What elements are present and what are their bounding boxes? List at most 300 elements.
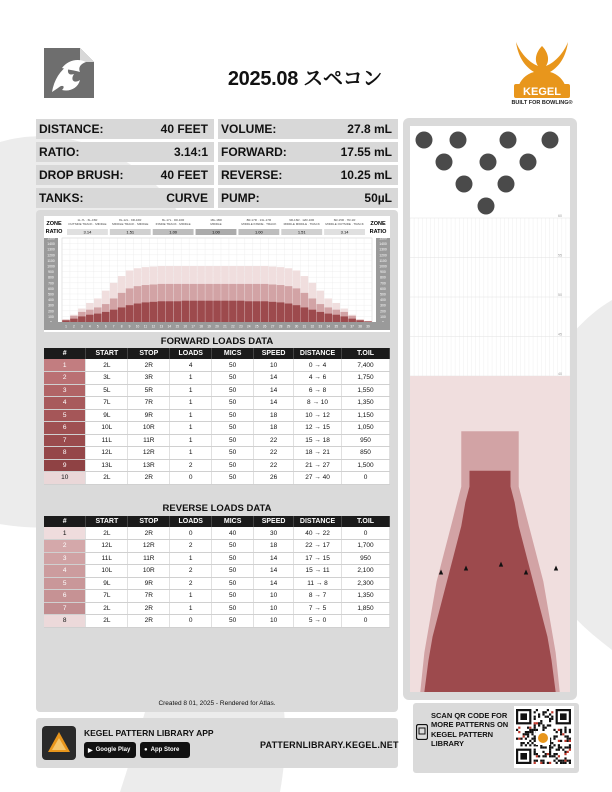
- table-cell: 1: [170, 372, 212, 385]
- spec-left-2: [36, 165, 214, 185]
- table-cell: 850: [342, 447, 390, 460]
- board-number: 8: [120, 324, 123, 329]
- zone-segment-label: 18L-18R: [210, 218, 222, 222]
- board-number: 5: [96, 324, 99, 329]
- table-cell: 18 → 21: [294, 447, 342, 460]
- oil-graph-svg: [44, 216, 390, 332]
- oil-bar-layer-2: [269, 302, 277, 322]
- load-number: 4: [44, 565, 86, 578]
- kegel-wordmark: KEGEL: [523, 86, 561, 98]
- table-cell: 11L: [86, 552, 128, 565]
- y-tick-left: 1400: [47, 242, 55, 247]
- y-tick-right: 600: [380, 286, 386, 291]
- y-tick-left: 100: [48, 314, 54, 319]
- oil-bar-layer-2: [229, 301, 237, 322]
- table-cell: 1,500: [342, 459, 390, 472]
- zone-segment-label: 8L-17L · 9R-16R: [162, 218, 185, 222]
- table-cell: 1: [170, 590, 212, 603]
- table-cell: 1: [170, 409, 212, 422]
- table-cell: 50: [212, 434, 254, 447]
- spec-value: CURVE: [166, 191, 208, 205]
- board-number: 39: [366, 324, 370, 329]
- load-number: 8: [44, 615, 86, 628]
- app-store-badge[interactable]: [140, 742, 190, 758]
- board-number: 2: [73, 324, 75, 329]
- spec-left-3: [36, 188, 214, 208]
- library-url[interactable]: PATTERNLIBRARY.KEGEL.NET: [260, 740, 399, 750]
- table-cell: 9R: [128, 577, 170, 590]
- spec-value: 40 FEET: [160, 122, 208, 136]
- y-tick-right: 900: [380, 270, 386, 275]
- table-cell: 1: [170, 552, 212, 565]
- oil-bar-layer-2: [78, 316, 86, 322]
- oil-bar-layer-2: [62, 320, 70, 322]
- spec-label: FORWARD:: [221, 145, 287, 159]
- oil-graph: [44, 216, 390, 332]
- oil-bar-layer-2: [245, 301, 253, 322]
- table-cell: 50: [212, 552, 254, 565]
- table-row: [44, 459, 390, 472]
- oil-bar-layer-2: [126, 305, 134, 322]
- spec-label: PUMP:: [221, 191, 260, 205]
- table-cell: 18: [254, 409, 294, 422]
- load-number: 9: [44, 459, 86, 472]
- oil-bar-layer-2: [221, 301, 229, 322]
- table-row: [44, 540, 390, 553]
- oil-bar-layer-2: [293, 305, 301, 322]
- board-number: 19: [207, 324, 211, 329]
- spec-label: DROP BRUSH:: [39, 168, 124, 182]
- kegel-tagline: BUILT FOR BOWLING®: [511, 100, 573, 106]
- table-cell: 10: [254, 615, 294, 628]
- board-number: 36: [342, 324, 346, 329]
- zone-segment-label: 8R-17R · 13L-17R: [246, 218, 272, 222]
- column-header: DISTANCE: [294, 348, 342, 359]
- board-number: 3: [80, 324, 83, 329]
- y-tick-left: 1500: [47, 236, 55, 241]
- table-cell: 2L: [86, 472, 128, 485]
- ratio-value: 1.51: [297, 229, 306, 235]
- google-play-badge[interactable]: [84, 742, 136, 758]
- distance-marker: 60: [558, 214, 562, 218]
- oil-bar-layer-2: [325, 314, 333, 322]
- table-cell: 5 → 0: [294, 615, 342, 628]
- table-cell: 2,300: [342, 577, 390, 590]
- board-number: 35: [334, 324, 339, 329]
- table-cell: 1: [170, 447, 212, 460]
- reverse-loads-table: [44, 516, 390, 628]
- pin: [456, 176, 473, 193]
- pin: [480, 154, 497, 171]
- board-number: 37: [350, 324, 354, 329]
- reverse-loads-title: REVERSE LOADS DATA: [162, 503, 272, 514]
- table-cell: 2L: [86, 602, 128, 615]
- table-cell: 12R: [128, 540, 170, 553]
- table-cell: 6 → 8: [294, 384, 342, 397]
- table-cell: 40: [212, 527, 254, 540]
- table-cell: 11R: [128, 434, 170, 447]
- spec-value: 27.8 mL: [347, 122, 392, 136]
- table-cell: 50: [212, 540, 254, 553]
- table-cell: 21 → 27: [294, 459, 342, 472]
- load-number: 4: [44, 397, 86, 410]
- table-cell: 22: [254, 434, 294, 447]
- oil-bar-layer-2: [173, 301, 181, 322]
- table-row: [44, 422, 390, 435]
- y-tick-right: 700: [380, 281, 386, 286]
- y-tick-left: 500: [48, 292, 54, 297]
- app-icon[interactable]: [42, 726, 76, 760]
- table-cell: 13L: [86, 459, 128, 472]
- table-row: [44, 565, 390, 578]
- table-row: [44, 577, 390, 590]
- table-cell: 0: [170, 472, 212, 485]
- table-cell: 12L: [86, 447, 128, 460]
- column-header: MICS: [212, 516, 254, 527]
- table-cell: 15 → 11: [294, 565, 342, 578]
- table-cell: 11 → 8: [294, 577, 342, 590]
- pin: [416, 132, 433, 149]
- table-cell: 50: [212, 447, 254, 460]
- table-row: [44, 384, 390, 397]
- table-row: [44, 359, 390, 372]
- table-cell: 14: [254, 397, 294, 410]
- column-header: #: [44, 348, 86, 359]
- table-cell: 1: [170, 422, 212, 435]
- table-cell: 0: [342, 472, 390, 485]
- spec-value: 50µL: [364, 191, 392, 205]
- qr-code[interactable]: [514, 706, 574, 768]
- table-cell: 50: [212, 409, 254, 422]
- table-cell: 5L: [86, 384, 128, 397]
- spec-label: DISTANCE:: [39, 122, 104, 136]
- distance-marker: 50: [558, 293, 562, 297]
- distance-marker: 45: [558, 332, 562, 337]
- table-cell: 2L: [86, 527, 128, 540]
- board-number: 7: [112, 324, 115, 329]
- column-header: STOP: [128, 348, 170, 359]
- table-row: [44, 409, 390, 422]
- ratio-value: 1.51: [126, 229, 135, 235]
- load-number: 6: [44, 422, 86, 435]
- table-cell: 13R: [128, 459, 170, 472]
- load-number: 3: [44, 384, 86, 397]
- board-number: 1: [65, 324, 67, 329]
- table-cell: 1,050: [342, 422, 390, 435]
- oil-bar-layer-2: [277, 302, 285, 322]
- board-number: 12: [151, 324, 156, 329]
- spec-left-0: [36, 119, 214, 139]
- table-cell: 1,350: [342, 397, 390, 410]
- y-tick-left: 1000: [47, 264, 55, 269]
- spec-label: REVERSE:: [221, 168, 283, 182]
- table-cell: 7R: [128, 590, 170, 603]
- table-cell: 22: [254, 459, 294, 472]
- zone-segment-label: 8L-12L · 9R-16R: [119, 218, 142, 222]
- y-tick-left: 700: [48, 281, 54, 286]
- table-cell: 1: [170, 602, 212, 615]
- table-row: [44, 447, 390, 460]
- table-cell: 0 → 4: [294, 359, 342, 372]
- table-cell: 14: [254, 552, 294, 565]
- table-cell: 8 → 10: [294, 397, 342, 410]
- table-cell: 1,550: [342, 384, 390, 397]
- table-cell: 22: [254, 447, 294, 460]
- y-tick-right: 1400: [379, 242, 387, 247]
- oil-bar-layer-2: [94, 314, 102, 322]
- board-number: 28: [278, 324, 283, 329]
- board-number: 38: [358, 324, 362, 329]
- board-number: 32: [310, 324, 315, 329]
- board-number: 13: [159, 324, 164, 329]
- y-tick-left: 400: [48, 298, 54, 303]
- table-cell: 10L: [86, 565, 128, 578]
- zone-segment-label: MIDDLE MIDDLE · TRACK: [283, 222, 320, 226]
- oil-bar-layer-2: [309, 310, 317, 322]
- google-play-label: Google Play: [95, 747, 131, 753]
- load-number: 10: [44, 472, 86, 485]
- board-number: 9: [128, 324, 131, 329]
- app-title: KEGEL PATTERN LIBRARY APP: [84, 728, 214, 738]
- table-cell: 2R: [128, 527, 170, 540]
- spec-value: 10.25 mL: [340, 168, 392, 182]
- table-cell: 2: [170, 459, 212, 472]
- board-number: 30: [294, 324, 299, 329]
- spec-right-1: [218, 142, 398, 162]
- spec-value: 17.55 mL: [340, 145, 392, 159]
- zone-segment-label: MIDDLE INSIDE · TRACK: [241, 222, 277, 226]
- page-title: 2025.08 スペコン: [227, 68, 383, 90]
- y-tick-right: 1200: [379, 253, 387, 258]
- zone-segment-label: 9R-16R · 12R-16R: [289, 218, 315, 222]
- table-cell: 1: [170, 397, 212, 410]
- board-number: 34: [326, 324, 331, 329]
- table-row: [44, 590, 390, 603]
- table-cell: 7L: [86, 590, 128, 603]
- table-cell: 0: [342, 615, 390, 628]
- table-row: [44, 602, 390, 615]
- board-number: 10: [135, 324, 140, 329]
- oil-bar-layer-2: [285, 304, 293, 322]
- column-header: START: [86, 516, 128, 527]
- table-cell: 2: [170, 540, 212, 553]
- y-tick-left: 1300: [47, 247, 55, 252]
- forward-loads-table: [44, 348, 390, 485]
- table-row: [44, 527, 390, 540]
- table-cell: 14: [254, 372, 294, 385]
- load-number: 1: [44, 359, 86, 372]
- spec-value: 3.14:1: [173, 145, 208, 159]
- y-tick-right: 800: [380, 275, 386, 280]
- table-cell: 4: [170, 359, 212, 372]
- table-cell: 14: [254, 565, 294, 578]
- zone-label-right: ZONE: [370, 221, 386, 227]
- zone-segment-label: 1L-7L · 6L-15R: [77, 218, 98, 222]
- table-cell: 10: [254, 359, 294, 372]
- table-row: [44, 434, 390, 447]
- board-number: 14: [167, 324, 172, 329]
- table-cell: 10R: [128, 565, 170, 578]
- load-number: 8: [44, 447, 86, 460]
- table-cell: 3R: [128, 372, 170, 385]
- spec-label: TANKS:: [39, 191, 84, 205]
- column-header: LOADS: [170, 516, 212, 527]
- table-cell: 0: [170, 527, 212, 540]
- y-tick-right: 1500: [379, 236, 387, 241]
- app-store-label: App Store: [150, 747, 180, 753]
- board-number: 33: [318, 324, 323, 329]
- table-cell: 5R: [128, 384, 170, 397]
- table-cell: 7 → 5: [294, 602, 342, 615]
- ratio-label-left: RATIO: [45, 229, 63, 235]
- pin: [478, 198, 495, 215]
- table-cell: 9L: [86, 577, 128, 590]
- oil-bar-layer-2: [253, 301, 261, 322]
- table-row: [44, 472, 390, 485]
- oil-bar-layer-2: [166, 301, 174, 322]
- spec-left-1: [36, 142, 214, 162]
- created-note: Created 8 01, 2025 - Rendered for Atlas.: [158, 700, 276, 707]
- column-header: DISTANCE: [294, 516, 342, 527]
- y-tick-left: 1200: [47, 253, 55, 258]
- board-number: 4: [88, 324, 91, 329]
- oil-bar-layer-2: [142, 302, 150, 322]
- y-tick-right: 1300: [379, 247, 387, 252]
- load-number: 7: [44, 602, 86, 615]
- table-cell: 15 → 18: [294, 434, 342, 447]
- table-cell: 2: [170, 577, 212, 590]
- table-cell: 50: [212, 615, 254, 628]
- column-header: LOADS: [170, 348, 212, 359]
- table-cell: 9R: [128, 409, 170, 422]
- table-cell: 2L: [86, 359, 128, 372]
- load-number: 3: [44, 552, 86, 565]
- table-cell: 30: [254, 527, 294, 540]
- y-tick-right: 200: [380, 309, 386, 314]
- column-header: START: [86, 348, 128, 359]
- pin: [542, 132, 559, 149]
- column-header: STOP: [128, 516, 170, 527]
- table-cell: 9L: [86, 409, 128, 422]
- oil-bar-layer-2: [205, 301, 213, 322]
- oil-bar-layer-2: [181, 301, 189, 322]
- table-cell: 12R: [128, 447, 170, 460]
- oil-bar-layer-2: [364, 321, 372, 322]
- oil-bar-layer-2: [189, 301, 197, 322]
- phone-scan-icon: [416, 724, 428, 740]
- table-cell: 7R: [128, 397, 170, 410]
- oil-bar-layer-2: [301, 307, 309, 322]
- table-cell: 14: [254, 384, 294, 397]
- table-cell: 7L: [86, 397, 128, 410]
- board-number: 23: [239, 324, 243, 329]
- table-cell: 27 → 40: [294, 472, 342, 485]
- table-cell: 10: [254, 590, 294, 603]
- oil-bar-layer-2: [237, 301, 245, 322]
- table-cell: 2: [170, 565, 212, 578]
- pin: [450, 132, 467, 149]
- table-cell: 950: [342, 552, 390, 565]
- spec-right-3: [218, 188, 398, 208]
- spec-label: RATIO:: [39, 145, 80, 159]
- y-tick-right: 400: [380, 298, 386, 303]
- google-play-icon: ▶: [88, 747, 93, 754]
- table-cell: 26: [254, 472, 294, 485]
- oil-bar-layer-2: [213, 301, 221, 322]
- oil-bar-layer-2: [332, 315, 340, 322]
- load-number: 2: [44, 372, 86, 385]
- table-cell: 50: [212, 577, 254, 590]
- column-header: T.OIL: [342, 348, 390, 359]
- oil-bar-layer-2: [134, 304, 142, 322]
- ratio-value: 3.14: [340, 229, 349, 235]
- pin: [500, 132, 517, 149]
- pin: [520, 154, 537, 171]
- oil-bar-layer-2: [70, 319, 78, 322]
- pin: [436, 154, 453, 171]
- spec-value: 40 FEET: [160, 168, 208, 182]
- column-header: SPEED: [254, 348, 294, 359]
- oil-bar-layer-2: [110, 310, 118, 322]
- y-tick-right: 1000: [379, 264, 387, 269]
- y-tick-left: 600: [48, 286, 54, 291]
- table-cell: 1,700: [342, 540, 390, 553]
- load-number: 1: [44, 527, 86, 540]
- table-cell: 50: [212, 397, 254, 410]
- y-tick-left: 200: [48, 309, 54, 314]
- board-number: 29: [286, 324, 291, 329]
- table-cell: 12L: [86, 540, 128, 553]
- board-number: 11: [143, 324, 148, 329]
- board-number: 6: [104, 324, 107, 329]
- scan-qr-text: SCAN QR CODE FOR MORE PATTERNS ON KEGEL PATTERN LIBRARY: [431, 711, 509, 749]
- pin: [498, 176, 515, 193]
- oil-bar-layer-2: [158, 301, 166, 322]
- board-number: 24: [247, 324, 251, 329]
- zone-segment-label: OUTSIDE TRACK · MIDDLE: [68, 222, 107, 226]
- load-number: 6: [44, 590, 86, 603]
- spec-right-0: [218, 119, 398, 139]
- board-number: 16: [183, 324, 187, 329]
- zone-segment-label: MIDDLE TRACK · MIDDLE: [112, 222, 149, 226]
- kegel-pattern-logo: [40, 44, 98, 102]
- table-cell: 1,850: [342, 602, 390, 615]
- table-cell: 10: [254, 602, 294, 615]
- table-cell: 10R: [128, 422, 170, 435]
- table-cell: 50: [212, 602, 254, 615]
- oil-bar-layer-2: [340, 316, 348, 322]
- table-cell: 2R: [128, 615, 170, 628]
- board-number: 18: [199, 324, 203, 329]
- table-cell: 2R: [128, 472, 170, 485]
- load-number: 5: [44, 409, 86, 422]
- oil-bar-layer-2: [150, 302, 158, 322]
- table-cell: 40 → 22: [294, 527, 342, 540]
- table-cell: 10L: [86, 422, 128, 435]
- table-cell: 50: [212, 472, 254, 485]
- zone-segment-label: INSIDE TRACK · MIDDLE: [155, 222, 191, 226]
- board-number: 25: [254, 324, 259, 329]
- y-tick-left: 800: [48, 275, 54, 280]
- oil-bar-layer-2: [356, 320, 364, 322]
- table-cell: 22 → 17: [294, 540, 342, 553]
- ratio-value: 3.14: [83, 229, 92, 235]
- column-header: SPEED: [254, 516, 294, 527]
- table-row: [44, 615, 390, 628]
- lane-view: [410, 126, 570, 692]
- zone-label-left: ZONE: [46, 221, 62, 227]
- board-number: 31: [302, 324, 307, 329]
